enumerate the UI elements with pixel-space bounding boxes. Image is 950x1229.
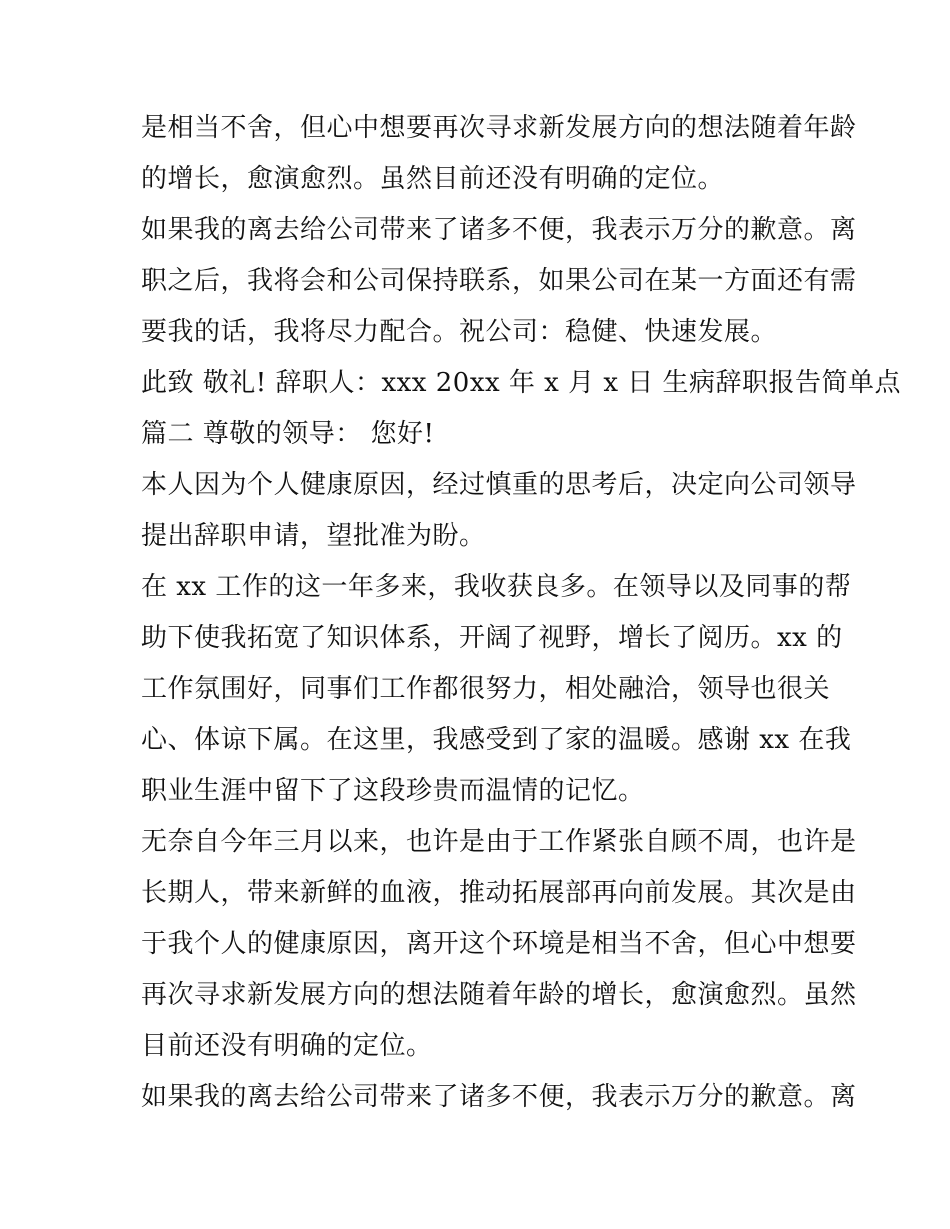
text-line: 本人因为个人健康原因，经过慎重的思考后，决定向公司领导	[141, 470, 857, 500]
text-line: 如果我的离去给公司带来了诸多不便，我表示万分的歉意。离	[141, 215, 857, 245]
text-line: 目前还没有明确的定位。	[141, 1031, 433, 1061]
text-line: 长期人，带来新鲜的血液，推动拓展部再向前发展。其次是由	[141, 878, 857, 908]
text-line: 工作氛围好，同事们工作都很努力，相处融洽，领导也很关	[141, 674, 831, 704]
text-line: 于我个人的健康原因，离开这个环境是相当不舍，但心中想要	[141, 929, 857, 959]
text-line: 篇二 尊敬的领导： 您好!	[141, 419, 435, 449]
text-line: 在 xx 工作的这一年多来，我收获良多。在领导以及同事的帮	[141, 572, 852, 602]
text-line: 提出辞职申请，望批准为盼。	[141, 521, 486, 551]
text-line: 是相当不舍，但心中想要再次寻求新发展方向的想法随着年龄	[141, 113, 857, 143]
text-line: 无奈自今年三月以来，也许是由于工作紧张自顾不周，也许是	[141, 827, 857, 857]
text-line: 再次寻求新发展方向的想法随着年龄的增长，愈演愈烈。虽然	[141, 980, 857, 1010]
text-line: 的增长，愈演愈烈。虽然目前还没有明确的定位。	[141, 164, 725, 194]
text-line: 职之后，我将会和公司保持联系，如果公司在某一方面还有需	[141, 266, 857, 296]
text-line: 助下使我拓宽了知识体系，开阔了视野，增长了阅历。xx 的	[141, 623, 843, 653]
document-body	[141, 103, 902, 1123]
text-line: 此致 敬礼! 辞职人：xxx 20xx 年 x 月 x 日 生病辞职报告简单点	[141, 368, 902, 398]
text-line: 如果我的离去给公司带来了诸多不便，我表示万分的歉意。离	[141, 1082, 857, 1112]
text-line: 职业生涯中留下了这段珍贵而温情的记忆。	[141, 776, 645, 806]
text-line: 心、体谅下属。在这里，我感受到了家的温暖。感谢 xx 在我	[141, 725, 852, 755]
text-line: 要我的话，我将尽力配合。祝公司：稳健、快速发展。	[141, 317, 778, 347]
